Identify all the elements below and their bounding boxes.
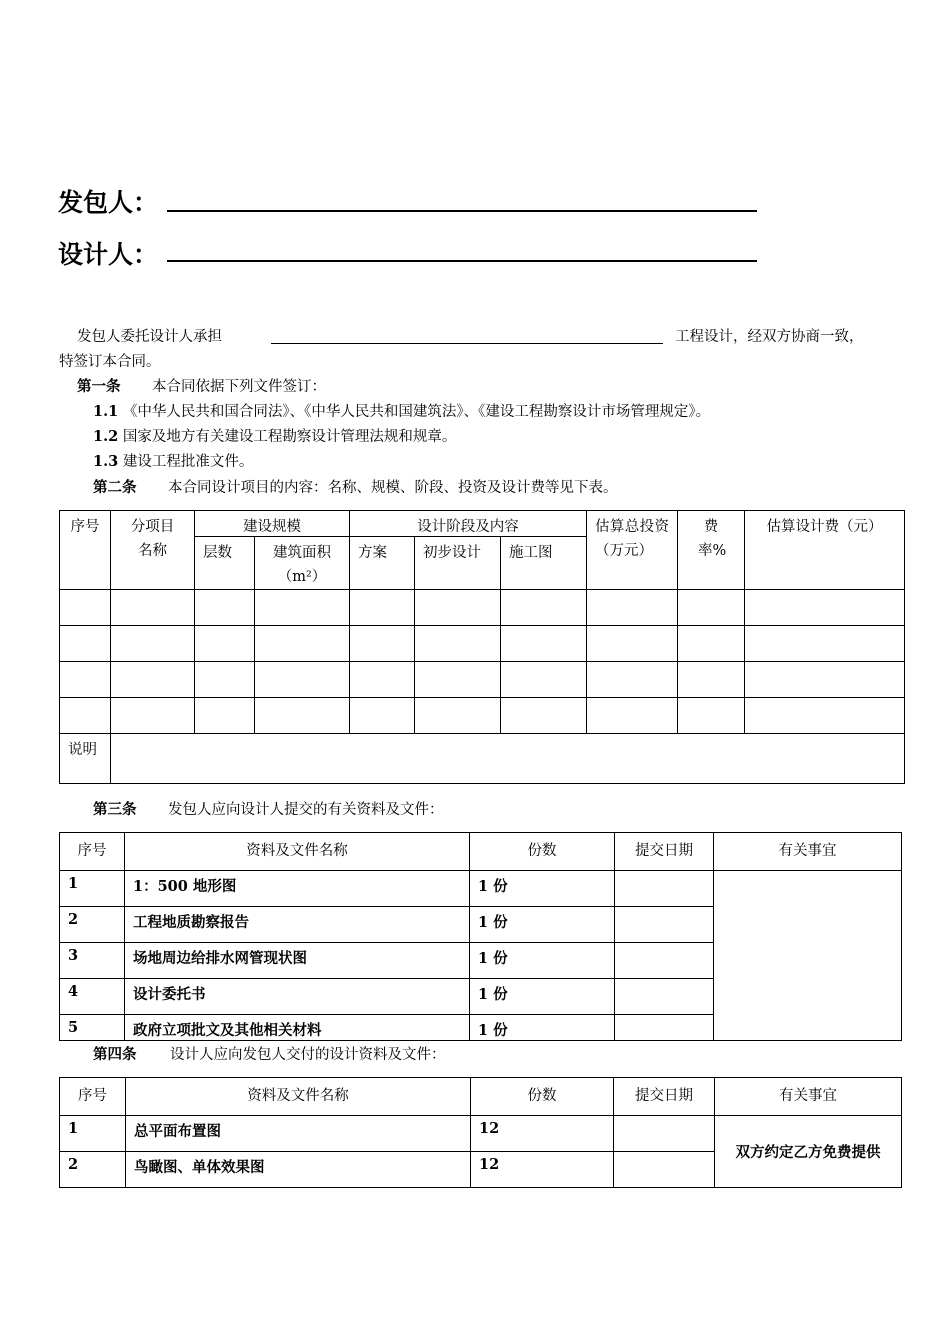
row-date[interactable] (615, 871, 714, 907)
row-no: 4 (60, 979, 125, 1015)
table-cell[interactable] (350, 698, 415, 734)
article1-item-text: 国家及地方有关建设工程勘察设计管理法规和规章。 (122, 429, 457, 445)
row-name: 工程地质勘察报告 (125, 907, 470, 943)
header-date: 提交日期 (615, 833, 714, 871)
col-rate: 费率% (678, 511, 745, 590)
article1-item-text: 建设工程批准文件。 (122, 454, 254, 470)
article1-item-text: 《中华人民共和国合同法》、《中华人民共和国建筑法》、《建设工程勘察设计市场管理规定》。 (122, 404, 711, 420)
designer-blank[interactable] (167, 260, 757, 262)
article3-heading: 第三条 (93, 801, 137, 818)
table-row (60, 1116, 902, 1152)
header-name: 资料及文件名称 (125, 833, 470, 871)
row-copies: 12 (471, 1116, 614, 1152)
table-row (60, 590, 905, 626)
table-cell[interactable] (745, 590, 905, 626)
row-name: 1：500 地形图 (125, 871, 470, 907)
col-item-line2: 名称 (138, 543, 167, 559)
article1-item-num: 1.1 (93, 403, 119, 420)
note-cell[interactable] (111, 734, 905, 784)
row-no: 3 (60, 943, 125, 979)
col-prelim: 初步设计 (415, 537, 501, 590)
header-no: 序号 (60, 1078, 126, 1116)
row-no: 2 (60, 1152, 126, 1188)
table-cell[interactable] (350, 626, 415, 662)
table-cell[interactable] (195, 698, 255, 734)
intro-prefix: 发包人委托设计人承担 (77, 329, 222, 345)
table-cell[interactable] (678, 662, 745, 698)
col-construction: 施工图 (501, 537, 587, 590)
table-cell[interactable] (111, 626, 195, 662)
article4-heading: 第四条 (93, 1046, 137, 1063)
row-date[interactable] (615, 1015, 714, 1041)
row-no: 2 (60, 907, 125, 943)
row-name: 鸟瞰图、单体效果图 (126, 1152, 471, 1188)
table-cell[interactable] (678, 626, 745, 662)
row-copies: 1 份 (470, 1015, 615, 1041)
col-invest: 估算总投资（万元） (587, 511, 678, 590)
table-cell[interactable] (255, 590, 350, 626)
header-name: 资料及文件名称 (126, 1078, 471, 1116)
table-row (60, 871, 902, 907)
row-name: 政府立项批文及其他相关材料 (125, 1015, 470, 1041)
project-table (59, 510, 905, 784)
col-floors: 层数 (195, 537, 255, 590)
table-cell[interactable] (587, 626, 678, 662)
deliver-table (59, 1077, 902, 1188)
table-cell[interactable] (415, 590, 501, 626)
row-date[interactable] (614, 1152, 715, 1188)
article4-text: 设计人应向发包人交付的设计资料及文件： (170, 1047, 446, 1063)
table-cell[interactable] (745, 698, 905, 734)
row-name: 场地周边给排水网管现状图 (125, 943, 470, 979)
table-cell[interactable] (255, 698, 350, 734)
article1-item (93, 402, 710, 422)
table-cell[interactable] (501, 590, 587, 626)
table-cell[interactable] (415, 698, 501, 734)
header-date: 提交日期 (614, 1078, 715, 1116)
table-cell[interactable] (501, 626, 587, 662)
table-row (60, 698, 905, 734)
table-cell[interactable] (745, 626, 905, 662)
table-cell[interactable] (745, 662, 905, 698)
table-row (60, 662, 905, 698)
header-no: 序号 (60, 833, 125, 871)
header-copies: 份数 (470, 833, 615, 871)
table-cell[interactable] (501, 698, 587, 734)
col-scheme: 方案 (350, 537, 415, 590)
table-cell[interactable] (111, 590, 195, 626)
row-copies: 1 份 (470, 907, 615, 943)
table-cell[interactable] (501, 662, 587, 698)
header-copies: 份数 (471, 1078, 614, 1116)
table-cell[interactable] (111, 662, 195, 698)
col-fee: 估算设计费（元） (745, 511, 905, 590)
table-cell[interactable] (350, 662, 415, 698)
table-cell[interactable] (111, 698, 195, 734)
table-cell[interactable] (415, 662, 501, 698)
article1-heading: 第一条 (77, 378, 121, 395)
table-row (60, 626, 905, 662)
row-copies: 1 份 (470, 979, 615, 1015)
table-cell[interactable] (60, 662, 111, 698)
table-cell[interactable] (415, 626, 501, 662)
row-date[interactable] (615, 907, 714, 943)
header-matters: 有关事宜 (714, 833, 902, 871)
header-matters: 有关事宜 (715, 1078, 902, 1116)
row-no: 1 (60, 1116, 126, 1152)
article2-heading: 第二条 (93, 479, 137, 496)
designer-label: 设计人： (58, 240, 159, 269)
table-cell[interactable] (587, 590, 678, 626)
table-cell[interactable] (678, 698, 745, 734)
employer-blank[interactable] (167, 210, 757, 212)
table-cell[interactable] (255, 662, 350, 698)
row-copies: 1 份 (470, 943, 615, 979)
intro-line2: 特签订本合同。 (59, 354, 161, 370)
row-no: 1 (60, 871, 125, 907)
group-scale: 建设规模 (195, 511, 350, 537)
article2-text: 本合同设计项目的内容：名称、规模、阶段、投资及设计费等见下表。 (168, 480, 618, 496)
table-cell[interactable] (587, 698, 678, 734)
table-cell[interactable] (60, 590, 111, 626)
table-cell[interactable] (195, 662, 255, 698)
row-no: 5 (60, 1015, 125, 1041)
row-date[interactable] (615, 943, 714, 979)
article3-text: 发包人应向设计人提交的有关资料及文件： (168, 802, 444, 818)
intro-suffix: 工程设计，经双方协商一致， (675, 329, 864, 345)
table-cell[interactable] (60, 626, 111, 662)
article1-item (93, 452, 253, 472)
article1-text: 本合同依据下列文件签订： (152, 379, 326, 395)
row-name: 设计委托书 (125, 979, 470, 1015)
row-date[interactable] (615, 979, 714, 1015)
col-area: 建筑面积（m²） (255, 537, 350, 590)
table-cell[interactable] (195, 590, 255, 626)
article1-item-num: 1.2 (93, 428, 119, 445)
row-copies: 1 份 (470, 871, 615, 907)
table-cell[interactable] (350, 590, 415, 626)
table-cell[interactable] (60, 698, 111, 734)
row-copies: 12 (471, 1152, 614, 1188)
row-date[interactable] (614, 1116, 715, 1152)
project-name-blank[interactable] (271, 343, 663, 344)
article1-item-num: 1.3 (93, 453, 119, 470)
article1-item (93, 427, 456, 447)
table-cell[interactable] (587, 662, 678, 698)
matters-note: 双方约定乙方免费提供 (715, 1116, 902, 1188)
matters-cell[interactable] (714, 871, 902, 1041)
employer-label: 发包人： (58, 188, 159, 217)
table-cell[interactable] (255, 626, 350, 662)
table-cell[interactable] (678, 590, 745, 626)
col-item-line1: 分项目 (130, 519, 175, 535)
col-no: 序号 (60, 511, 111, 590)
note-label: 说明 (60, 734, 111, 784)
col-item (111, 511, 195, 590)
table-cell[interactable] (195, 626, 255, 662)
group-stage: 设计阶段及内容 (350, 511, 587, 537)
submit-table (59, 832, 902, 1041)
row-name: 总平面布置图 (126, 1116, 471, 1152)
